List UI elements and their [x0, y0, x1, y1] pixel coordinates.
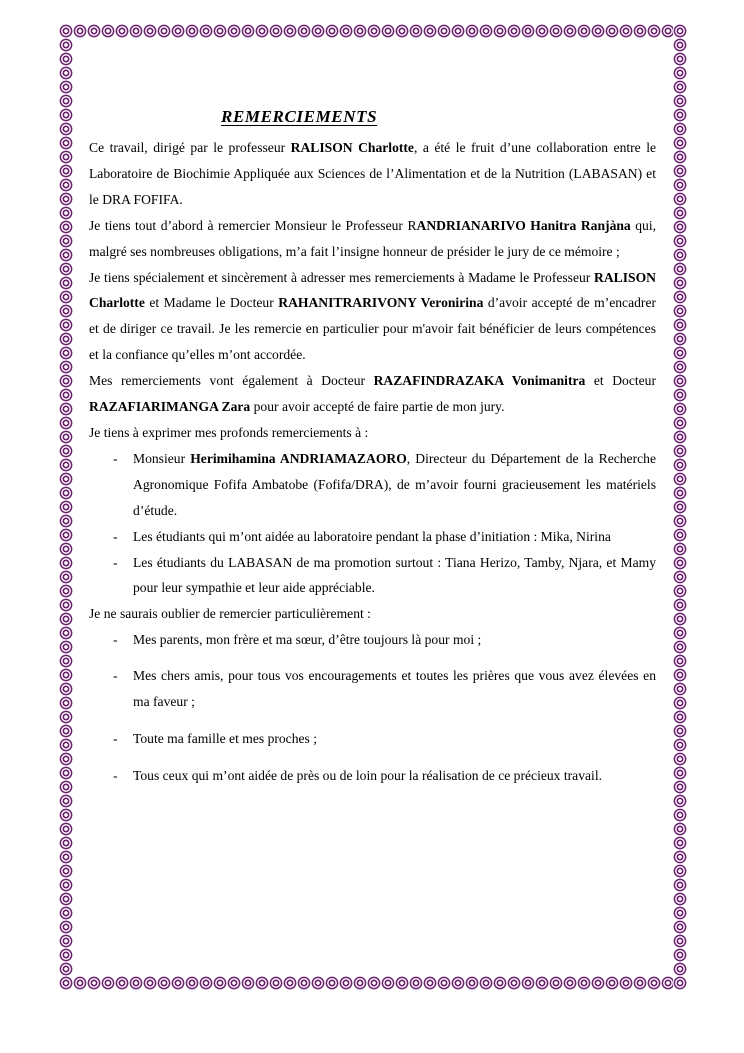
- paragraph-jury-president: Je tiens tout d’abord à remercier Monsieur le Professeur RANDRIANARIVO Hanitra Ranjàna qui, malgré ses nombreuses obligations, m’a fait l’insigne honneur de présider le jury de ce mémoire ;: [89, 217, 657, 259]
- list-item: - Mes chers amis, pour tous vos encouragements et toutes les prières que vous avez élevées en ma faveur ;: [89, 663, 656, 715]
- family-thanks-list: [89, 627, 656, 789]
- paragraph-thanks-intro: Je tiens à exprimer mes profonds remerciements à :: [89, 424, 369, 440]
- thanks-list: [89, 446, 656, 601]
- paragraph-special-thanks: Je ne saurais oublier de remercier particulièrement :: [89, 606, 371, 622]
- paragraph-intro: Ce travail, dirigé par le professeur RALISON Charlotte, a été le fruit d’une collaboration entre le Laboratoire de Biochimie Appliquée aux Sciences de l’Alimentation et de la Nutrition (LABASAN) et le DRA FOFIFA.: [89, 140, 657, 207]
- border-top-spirals: [59, 24, 687, 38]
- border-left-spirals: [59, 24, 73, 990]
- list-item: - Les étudiants qui m’ont aidée au laboratoire pendant la phase d’initiation : Mika, Nirina: [89, 524, 656, 550]
- border-right-spirals: [673, 24, 687, 990]
- list-item: - Monsieur Herimihamina ANDRIAMAZAORO, Directeur du Département de la Recherche Agronomique Fofifa Ambatobe (Fofifa/DRA), de m’avoir fourni gracieusement les matériels d’étude.: [89, 446, 656, 524]
- page-title: REMERCIEMENTS: [221, 107, 378, 126]
- page-content: [89, 104, 656, 789]
- list-item: - Toute ma famille et mes proches ;: [89, 726, 656, 752]
- paragraph-jury-members: Mes remerciements vont également à Docteur RAZAFINDRAZAKA Vonimanitra et Docteur RAZAFIARIMANGA Zara pour avoir accepté de faire partie de mon jury.: [89, 373, 657, 415]
- list-item: - Tous ceux qui m’ont aidée de près ou de loin pour la réalisation de ce précieux travail.: [89, 763, 656, 789]
- list-item: - Mes parents, mon frère et ma sœur, d’être toujours là pour moi ;: [89, 627, 656, 653]
- list-item: - Les étudiants du LABASAN de ma promotion surtout : Tiana Herizo, Tamby, Njara, et Mamy pour leur sympathie et leur aide appréciable.: [89, 550, 656, 602]
- border-bottom-spirals: [59, 976, 687, 990]
- paragraph-supervisors: Je tiens spécialement et sincèrement à adresser mes remerciements à Madame le Professeur RALISON Charlotte et Madame le Docteur RAHANITRARIVONY Veronirina d’avoir accepté de m’encadrer et de diriger ce travail. Je les remercie en particulier pour m'avoir fait bénéficier de leurs compétences et la confiance qu’elles m’ont accordée.: [89, 269, 657, 363]
